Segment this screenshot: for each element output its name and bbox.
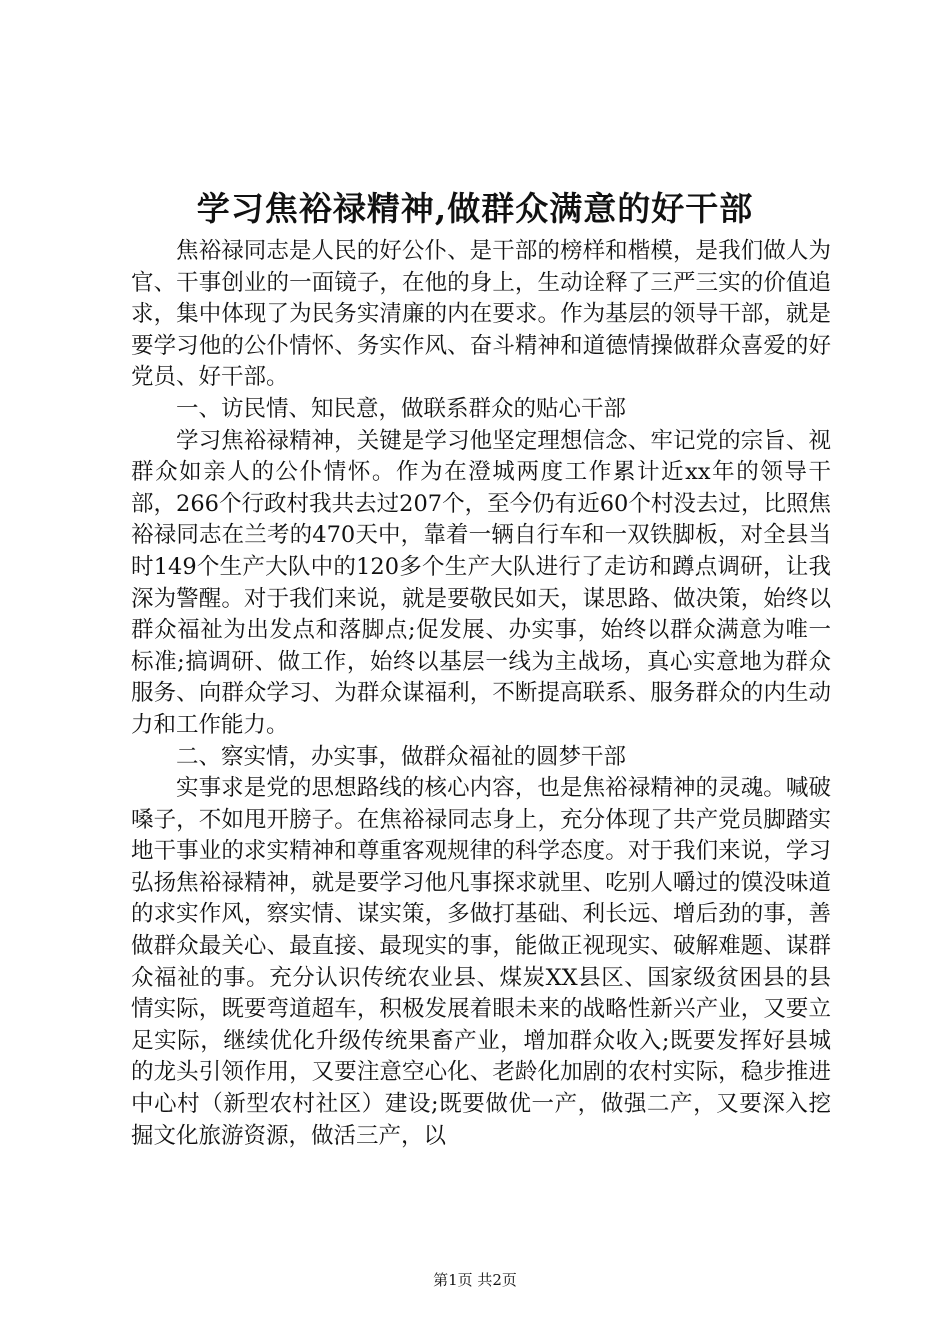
document-title: 学习焦裕禄精神,做群众满意的好干部 <box>196 189 754 228</box>
section-heading-2: 二、察实情，办实事，做群众福祉的圆梦干部 <box>176 743 627 770</box>
section-1-paragraph: 学习焦裕禄精神，关键是学习他坚定理想信念、牢记党的宗旨、视群众如亲人的公仆情怀。作为在澄城两度工作累计近xx年的领导干部，266个行政村我共去过207个，至今仍有近60个村没去过，比照焦裕禄同志在兰考的470天中，靠着一辆自行车和一双铁脚板，对全县当时149个生产大队中的120多个生产大队进行了走访和蹲点调研，让我深为警醒。对于我们来说，就是要敬民如天，谋思路、做决策，始终以群众福祉为出发点和落脚点;促发展、办实事，始终以群众满意为唯一标准;搞调研、做工作，始终以基层一线为主战场，真心实意地为群众服务、向群众学习、为群众谋福利，不断提高联系、服务群众的内生动力和工作能力。 <box>131 427 831 738</box>
intro-paragraph: 焦裕禄同志是人民的好公仆、是干部的榜样和楷模，是我们做人为官、干事创业的一面镜子，在他的身上，生动诠释了三严三实的价值追求，集中体现了为民务实清廉的内在要求。作为基层的领导干部，就是要学习他的公仆情怀、务实作风、奋斗精神和道德情操做群众喜爱的好党员、好干部。 <box>131 238 831 391</box>
document-body <box>131 236 831 1152</box>
page-footer: 第1页 共2页 <box>433 1271 517 1289</box>
section-heading-1: 一、访民情、知民意，做联系群众的贴心干部 <box>176 395 627 422</box>
section-2-paragraph: 实事求是党的思想路线的核心内容，也是焦裕禄精神的灵魂。喊破嗓子，不如甩开膀子。在焦裕禄同志身上，充分体现了共产党员脚踏实地干事业的求实精神和尊重客观规律的科学态度。对于我们来说，学习弘扬焦裕禄精神，就是要学习他凡事探求就里、吃别人嚼过的馍没味道的求实作风，察实情、谋实策，多做打基础、利长远、增后劲的事，善做群众最关心、最直接、最现实的事，能做正视现实、破解难题、谋群众福祉的事。充分认识传统农业县、煤炭XX县区、国家级贫困县的县情实际，既要弯道超车，积极发展着眼未来的战略性新兴产业，又要立足实际，继续优化升级传统果畜产业，增加群众收入;既要发挥好县城的龙头引领作用，又要注意空心化、老龄化加剧的农村实际，稳步推进中心村（新型农村社区）建设;既要做优一产，做强二产，又要深入挖掘文化旅游资源，做活三产，以 <box>131 775 831 1149</box>
